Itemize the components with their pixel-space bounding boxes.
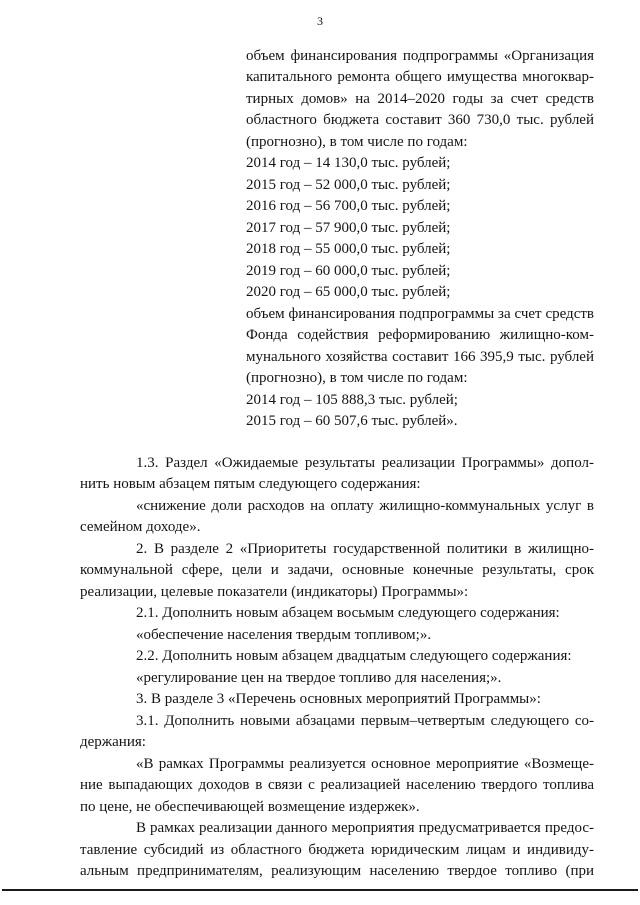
text-line: 2014 год – 105 888,3 тыс. рублей;	[246, 392, 458, 408]
text-line: «В рамках Программы реализуется основное мероприятие «Возмеще-	[136, 756, 594, 772]
text-line: объем финансирования подпрограммы «Организация	[246, 48, 594, 64]
text-line: по цене, не обеспечивающей возмещение издержек».	[80, 799, 420, 815]
text-line: 2017 год – 57 900,0 тыс. рублей;	[246, 220, 451, 236]
text-line: (прогнозно), в том числе по годам:	[246, 370, 468, 386]
text-line: 3. В разделе 3 «Перечень основных мероприятий Программы»:	[136, 691, 541, 707]
text-line: «снижение доли расходов на оплату жилищно-коммунальных услуг в	[136, 498, 594, 514]
text-line: 2016 год – 56 700,0 тыс. рублей;	[246, 198, 451, 214]
text-line: ние выпадающих доходов в связи с реализацией населению твердого топлива	[80, 777, 594, 793]
text-line: нить новым абзацем пятым следующего содержания:	[80, 476, 421, 492]
page-number: 3	[317, 14, 323, 28]
text-line: Фонда содействия реформированию жилищно-ком-	[246, 327, 594, 343]
text-line: 2015 год – 60 507,6 тыс. рублей».	[246, 413, 458, 429]
text-line: «обеспечение населения твердым топливом;».	[136, 627, 432, 643]
text-line: 2015 год – 52 000,0 тыс. рублей;	[246, 177, 451, 193]
text-line: «регулирование цен на твердое топливо для населения;».	[136, 670, 502, 686]
text-line: держания:	[80, 734, 146, 750]
text-line: капитального ремонта общего имущества многоквар-	[246, 69, 594, 85]
text-line: 2.1. Дополнить новым абзацем восьмым следующего содержания:	[136, 605, 560, 621]
text-line: объем финансирования подпрограммы за счет средств	[246, 306, 594, 322]
text-line: тавление субсидий из областного бюджета юридическим лицам и индивиду-	[80, 842, 594, 858]
text-line: областного бюджета составит 360 730,0 тыс. рублей	[246, 112, 594, 128]
text-line: 2020 год – 65 000,0 тыс. рублей;	[246, 284, 451, 300]
text-line: 1.3. Раздел «Ожидаемые результаты реализации Программы» допол-	[136, 455, 594, 471]
page-bottom-rule	[2, 889, 638, 891]
text-line: альным предпринимателям, реализующим населению твердое топливо (при	[80, 863, 594, 879]
text-line: 2014 год – 14 130,0 тыс. рублей;	[246, 155, 451, 171]
text-line: (прогнозно), в том числе по годам:	[246, 134, 468, 150]
text-line: В рамках реализации данного мероприятия предусматривается предос-	[136, 820, 594, 836]
text-line: 2. В разделе 2 «Приоритеты государственной политики в жилищно-	[136, 541, 594, 557]
text-line: реализации, целевые показатели (индикаторы) Программы»:	[80, 584, 469, 600]
text-line: мунального хозяйства составит 166 395,9 тыс. рублей	[246, 349, 594, 365]
text-line: коммунальной сфере, цели и задачи, основные конечные результаты, срок	[80, 562, 594, 578]
text-line: 2.2. Дополнить новым абзацем двадцатым следующего содержания:	[136, 648, 572, 664]
text-line: 2019 год – 60 000,0 тыс. рублей;	[246, 263, 451, 279]
text-line: семейном доходе».	[80, 519, 201, 535]
text-line: 3.1. Дополнить новыми абзацами первым–четвертым следующего со-	[136, 713, 594, 729]
text-line: 2018 год – 55 000,0 тыс. рублей;	[246, 241, 451, 257]
text-line: тирных домов» на 2014–2020 годы за счет средств	[246, 91, 594, 107]
